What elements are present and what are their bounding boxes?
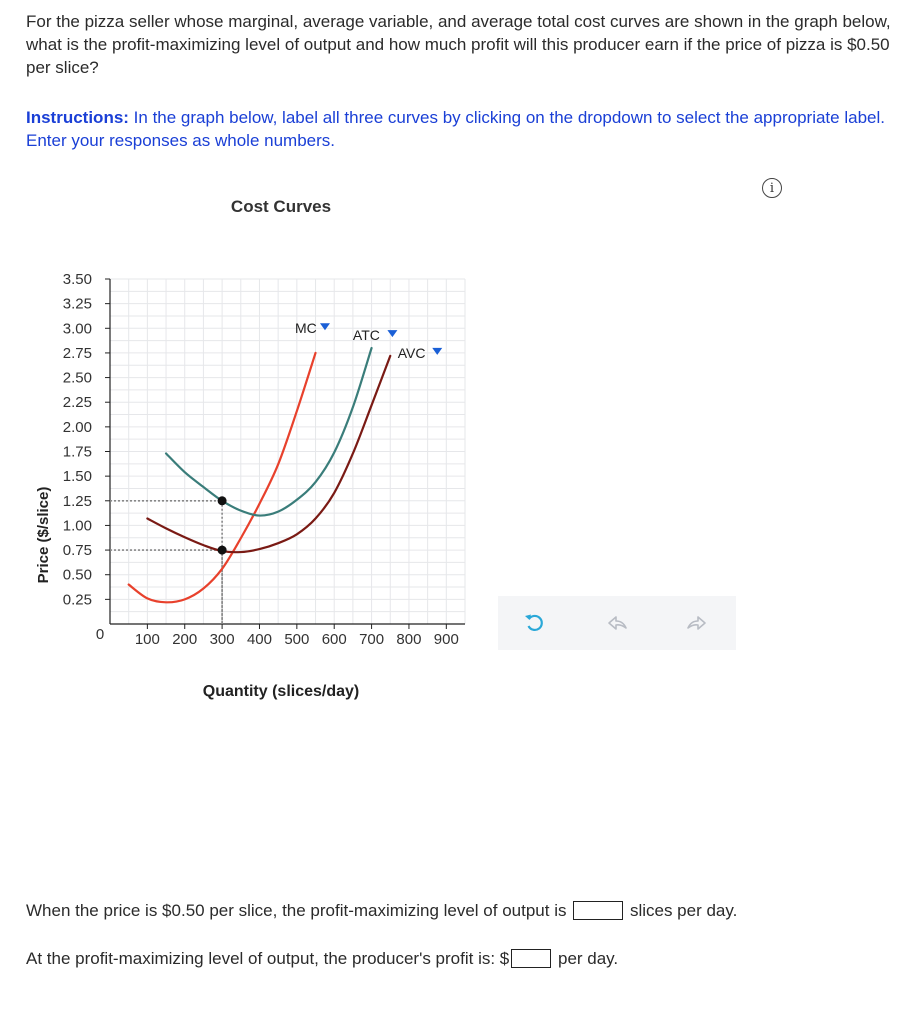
answer-profit-line (26, 947, 618, 971)
y-tick-label: 3.00 (62, 320, 92, 338)
y-tick-label: 1.50 (62, 468, 92, 486)
curve-label-dropdown-mc[interactable] (295, 320, 330, 336)
x-tick-label: 200 (172, 631, 198, 648)
x-tick-label: 700 (359, 631, 385, 648)
profit-question-text: At the profit-maximizing level of output, the producer's profit is: $ (26, 949, 510, 968)
profit-input[interactable] (511, 949, 551, 968)
reset-icon[interactable] (520, 608, 550, 638)
instructions-body: In the graph below, label all three curves by clicking on the dropdown to select the appropriate label. Enter your responses as whole numbers. (26, 108, 885, 150)
y-axis-label: Price ($/slice) (35, 486, 52, 584)
y-tick-label: 2.50 (62, 369, 92, 387)
instructions-text (26, 106, 896, 152)
curve-atc (166, 348, 372, 516)
output-unit-text: slices per day. (629, 901, 738, 920)
instructions-label: Instructions: (26, 108, 129, 127)
y-tick-label: 0.50 (62, 566, 92, 584)
y-tick-label: 0.25 (62, 591, 92, 609)
chevron-down-icon[interactable] (320, 323, 330, 330)
y-tick-label: 3.50 (62, 271, 92, 288)
chart-title: Cost Curves (230, 197, 332, 216)
curve-avc (147, 356, 390, 552)
curve-label-text: ATC (352, 327, 380, 344)
x-tick-label: 500 (284, 631, 310, 648)
x-axis-label: Quantity (slices/day) (202, 683, 360, 700)
curve-label-text: MC (294, 320, 317, 337)
curve-label-text: AVC (397, 344, 426, 361)
chevron-down-icon[interactable] (387, 330, 397, 337)
chevron-down-icon[interactable] (432, 348, 442, 355)
chart-grid (110, 279, 465, 624)
info-icon[interactable]: i (762, 178, 782, 198)
y-tick-label: 1.25 (62, 492, 92, 510)
data-point[interactable] (218, 496, 227, 505)
x-tick-label: 100 (134, 631, 160, 648)
x-tick-label: 400 (246, 631, 272, 648)
data-point[interactable] (218, 546, 227, 555)
output-question-text: When the price is $0.50 per slice, the profit-maximizing level of output is (26, 901, 567, 920)
y-tick-label: 1.00 (62, 517, 92, 535)
output-input[interactable] (573, 901, 623, 920)
undo-icon[interactable] (602, 608, 632, 638)
question-text: For the pizza seller whose marginal, average variable, and average total cost curves are shown in the graph below, what is the profit-maximizing level of output and how much profit will this producer earn if the price of pizza is $0.50 per slice? (26, 12, 891, 77)
redo-icon[interactable] (682, 608, 712, 638)
y-tick-label: 0.75 (62, 542, 92, 560)
x-tick-label: 900 (433, 631, 459, 648)
tick-labels (63, 271, 459, 648)
x-tick-label: 800 (396, 631, 422, 648)
x-tick-label: 600 (321, 631, 347, 648)
x-tick-label: 300 (209, 631, 235, 648)
graph-toolbar (498, 596, 736, 650)
y-tick-label: 2.00 (62, 418, 92, 436)
y-tick-label: 2.25 (62, 394, 92, 412)
y-tick-label: 3.25 (62, 295, 92, 313)
y-tick-label: 2.75 (62, 344, 92, 362)
origin-label: 0 (95, 626, 105, 643)
y-tick-label: 1.75 (62, 443, 92, 461)
cost-curves-graph[interactable] (0, 180, 500, 710)
profit-unit-text: per day. (557, 949, 619, 968)
answer-output-line (26, 899, 737, 923)
chart-axes (105, 279, 465, 629)
